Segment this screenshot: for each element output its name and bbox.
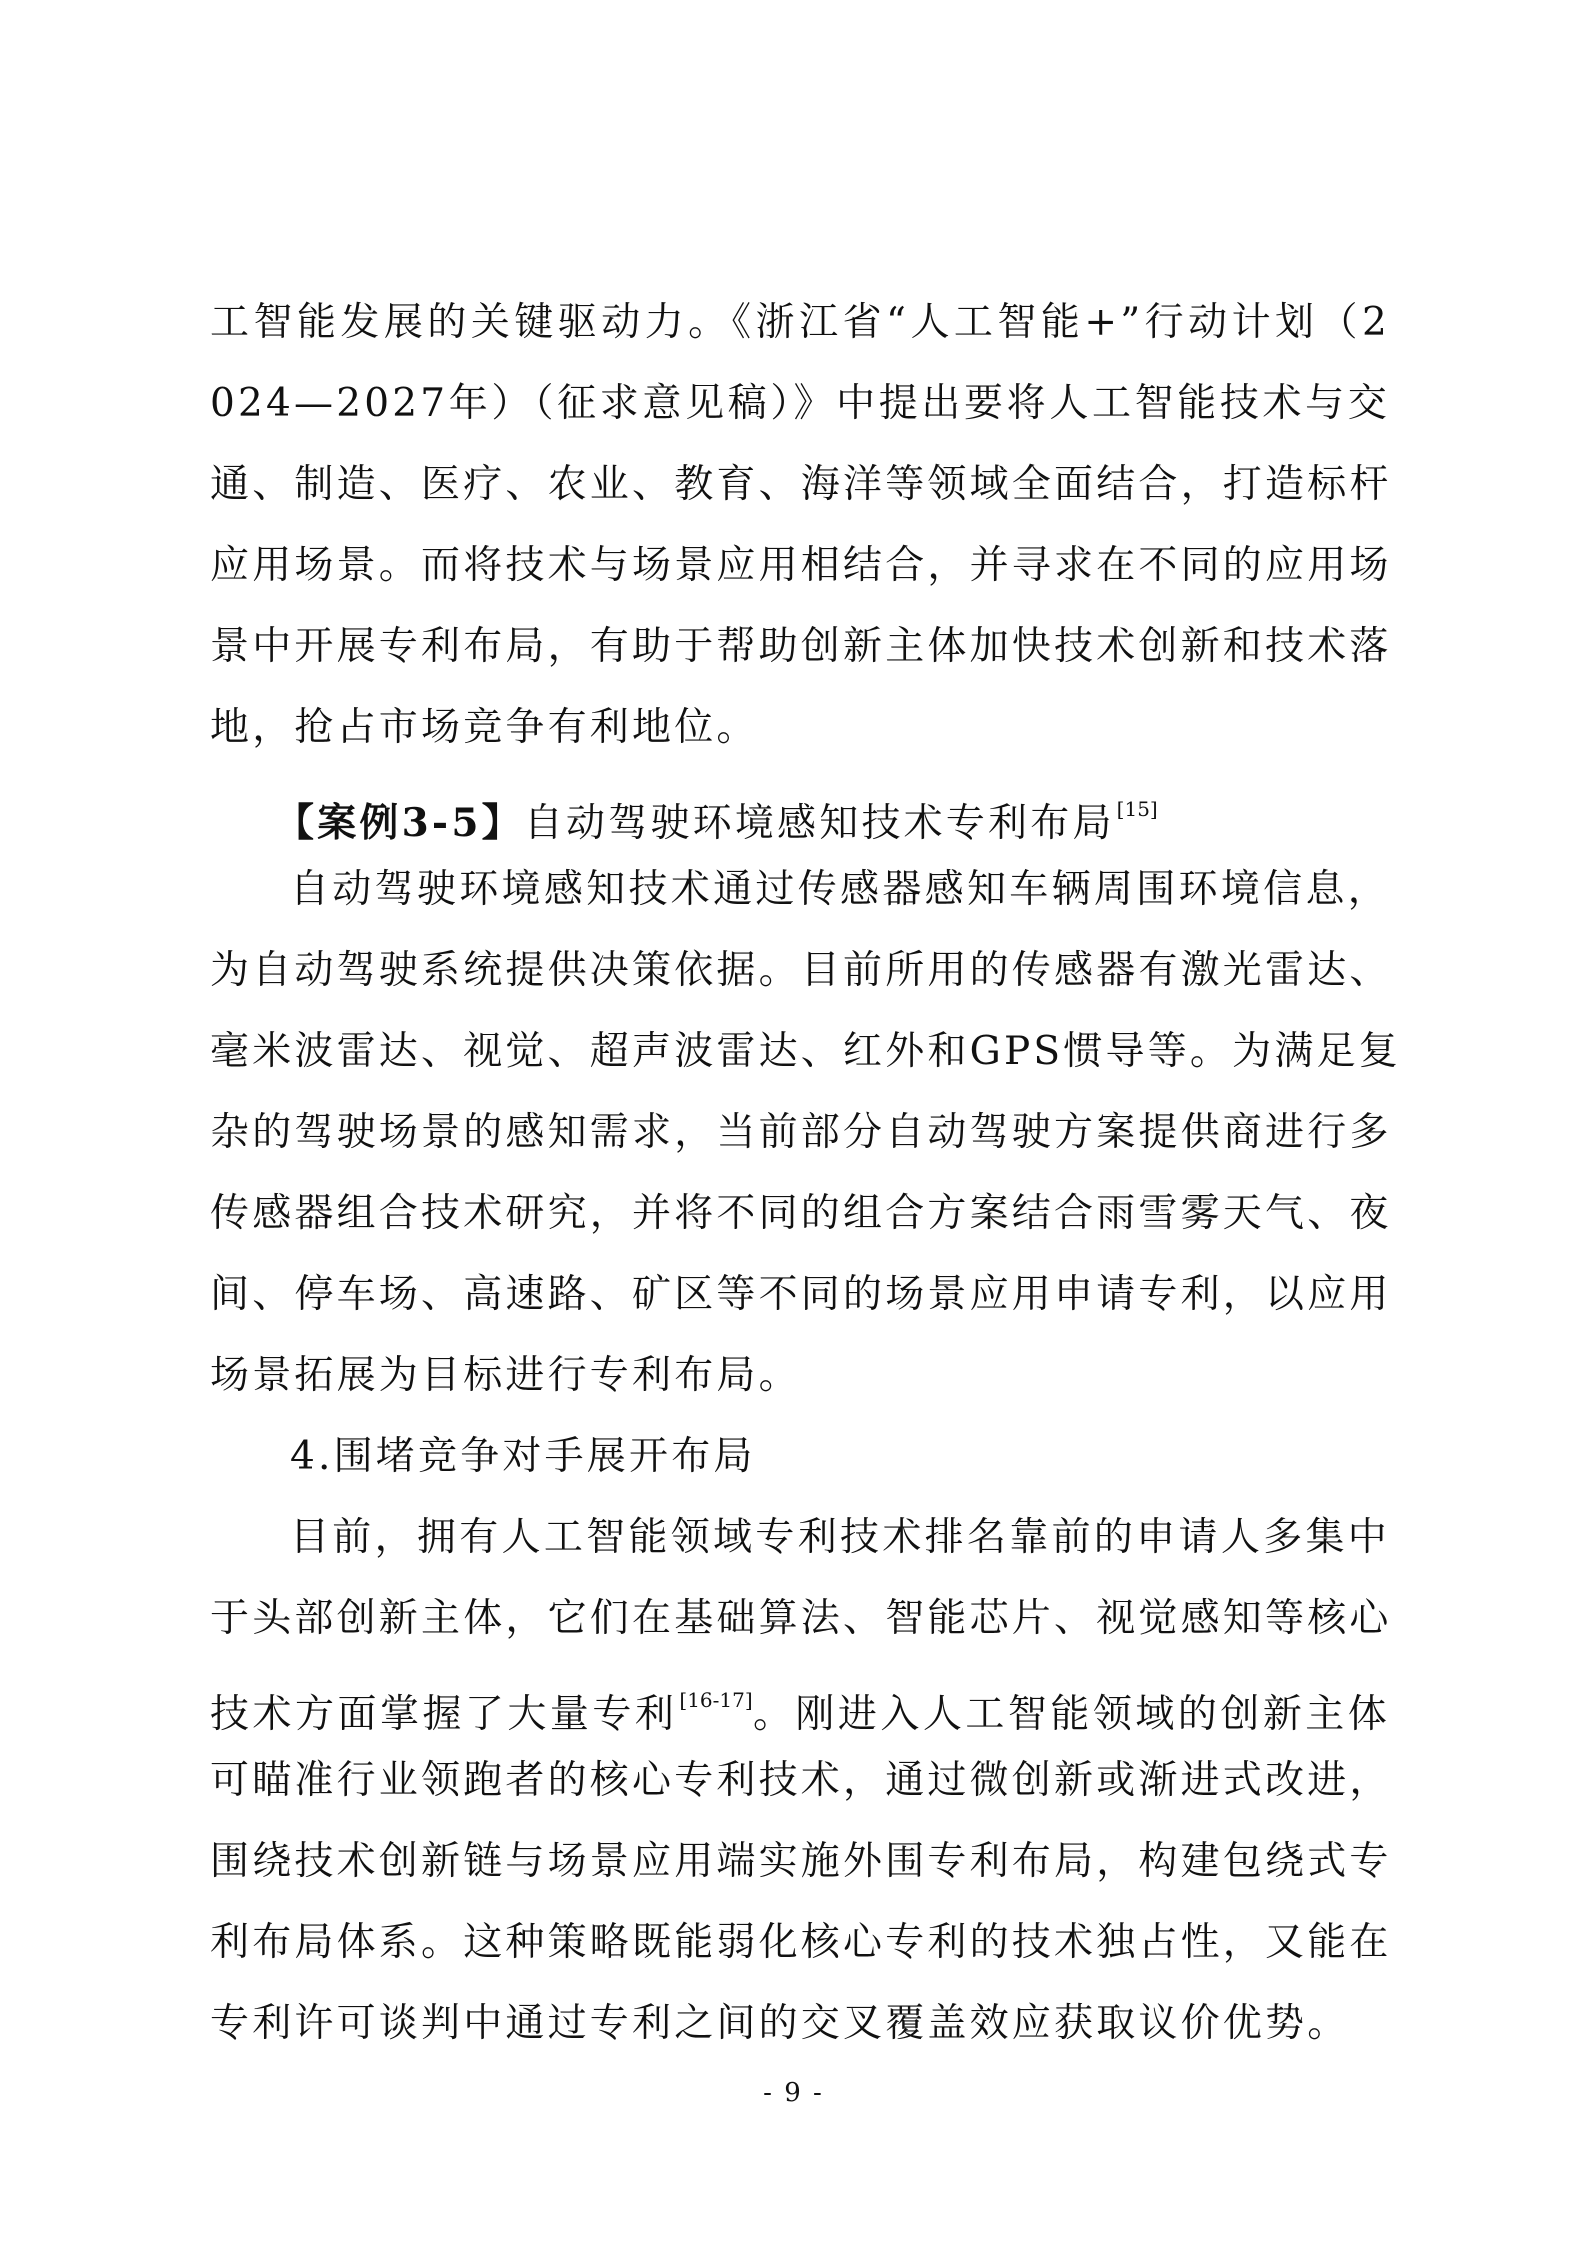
- paragraph-3-line-1: 目前，拥有人工智能领域专利技术排名靠前的申请人多集中: [290, 1515, 1390, 1560]
- paragraph-1-line-2: 024—2027年）（征求意见稿）》中提出要将人工智能技术与交: [210, 381, 1390, 426]
- paragraph-1-line-1: 工智能发展的关键驱动力。《浙江省“人工智能+”行动计划（2: [210, 300, 1390, 345]
- paragraph-2-line-3: 毫米波雷达、视觉、超声波雷达、红外和GPS惯导等。为满足复: [210, 1029, 1401, 1074]
- paragraph-2-line-6: 间、停车场、高速路、矿区等不同的场景应用申请专利，以应用: [210, 1272, 1392, 1317]
- paragraph-1-line-5: 景中开展专利布局，有助于帮助创新主体加快技术创新和技术落: [210, 624, 1392, 669]
- paragraph-3-line-7: 专利许可谈判中通过专利之间的交叉覆盖效应获取议价优势。: [210, 2001, 1350, 2046]
- paragraph-3-line-5: 围绕技术创新链与场景应用端实施外围专利布局，构建包绕式专: [210, 1839, 1392, 1884]
- case-heading-label: 【案例3-5】: [275, 800, 524, 846]
- paragraph-1-line-4: 应用场景。而将技术与场景应用相结合，并寻求在不同的应用场: [210, 543, 1392, 588]
- paragraph-2-line-5: 传感器组合技术研究，并将不同的组合方案结合雨雪雾天气、夜: [210, 1191, 1392, 1236]
- paragraph-3-line-6: 利布局体系。这种策略既能弱化核心专利的技术独占性，又能在: [210, 1920, 1392, 1965]
- case-heading-title: 自动驾驶环境感知技术专利布局: [523, 801, 1115, 846]
- paragraph-1-line-6: 地，抢占市场竞争有利地位。: [210, 705, 759, 750]
- paragraph-2-line-1: 自动驾驶环境感知技术通过传感器感知车辆周围环境信息，: [290, 867, 1390, 912]
- paragraph-2-line-7: 场景拓展为目标进行专利布局。: [210, 1353, 801, 1398]
- paragraph-3-line-3-start: 技术方面掌握了大量专利: [210, 1692, 678, 1737]
- paragraph-2-line-4: 杂的驾驶场景的感知需求，当前部分自动驾驶方案提供商进行多: [210, 1110, 1392, 1155]
- page-number: - 9 -: [763, 2078, 824, 2108]
- paragraph-3-line-3-end: 。刚进入人工智能领域的创新主体: [752, 1692, 1390, 1737]
- paragraph-1-line-3: 通、制造、医疗、农业、教育、海洋等领域全面结合，打造标杆: [210, 462, 1392, 507]
- paragraph-3-line-2: 于头部创新主体，它们在基础算法、智能芯片、视觉感知等核心: [210, 1596, 1392, 1641]
- paragraph-2-line-2: 为自动驾驶系统提供决策依据。目前所用的传感器有激光雷达、: [210, 948, 1392, 993]
- case-heading: [275, 769, 1390, 849]
- case-heading-reference: [15]: [1116, 797, 1158, 821]
- paragraph-3-reference: [16-17]: [679, 1688, 753, 1712]
- paragraph-3-line-4: 可瞄准行业领跑者的核心专利技术，通过微创新或渐进式改进，: [210, 1758, 1392, 1803]
- paragraph-3-line-3: [210, 1660, 1390, 1740]
- section-heading: 4.围堵竞争对手展开布局: [290, 1434, 756, 1479]
